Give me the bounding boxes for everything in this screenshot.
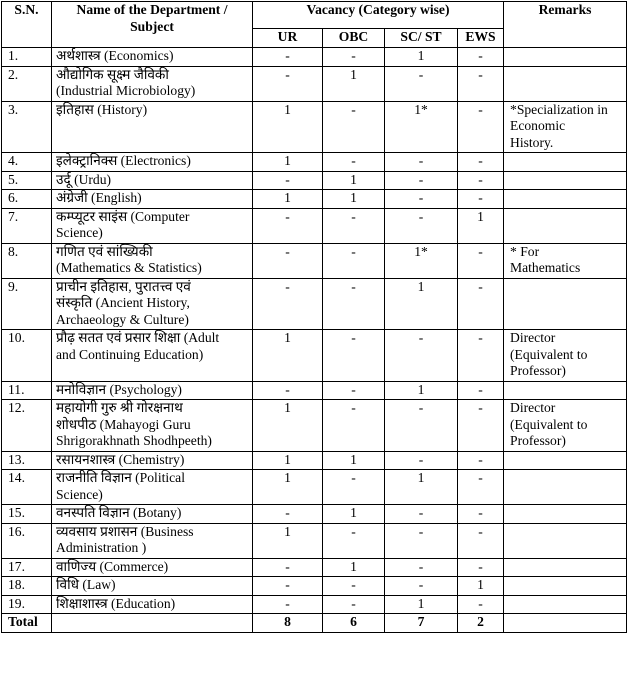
serial-number-cell: 2. <box>2 66 52 101</box>
header-sn: S.N. <box>2 2 52 48</box>
obc-cell: - <box>323 470 385 505</box>
ur-cell: - <box>253 577 323 596</box>
remarks-cell <box>504 48 627 67</box>
department-cell <box>52 523 253 558</box>
obc-cell: - <box>323 577 385 596</box>
remarks-cell <box>504 208 627 243</box>
scst-cell: - <box>385 558 458 577</box>
remarks-line: Economic <box>510 118 566 133</box>
remarks-cell <box>504 153 627 172</box>
department-cell <box>52 400 253 452</box>
scst-cell: 1 <box>385 278 458 330</box>
department-line: रसायनशास्त्र (Chemistry) <box>56 451 185 467</box>
table-row <box>2 381 627 400</box>
department-line: (Mathematics & Statistics) <box>56 260 202 275</box>
ews-cell: - <box>458 153 504 172</box>
table-row <box>2 278 627 330</box>
table-row <box>2 190 627 209</box>
department-line: Shrigorakhnath Shodhpeeth) <box>56 433 212 448</box>
ur-cell: 1 <box>253 330 323 382</box>
table-row <box>2 48 627 67</box>
header-ur: UR <box>253 29 323 48</box>
obc-cell: - <box>323 278 385 330</box>
header-ews: EWS <box>458 29 504 48</box>
remarks-line: * For <box>510 243 540 259</box>
table-row <box>2 523 627 558</box>
ews-cell: - <box>458 400 504 452</box>
ur-cell: 1 <box>253 451 323 470</box>
department-line: इलेक्ट्रानिक्स (Electronics) <box>56 153 191 168</box>
department-line: इतिहास (History) <box>56 101 148 117</box>
ews-cell: - <box>458 278 504 330</box>
total-scst: 7 <box>385 614 458 633</box>
remarks-line: Professor) <box>510 433 566 448</box>
remarks-line: (Equivalent to <box>510 346 588 362</box>
serial-number-cell: 11. <box>2 381 52 400</box>
department-cell <box>52 330 253 382</box>
remarks-cell <box>504 400 627 452</box>
scst-cell: - <box>385 171 458 190</box>
table-row <box>2 101 627 153</box>
department-cell <box>52 595 253 614</box>
scst-cell: - <box>385 523 458 558</box>
remarks-line: Director <box>510 330 556 345</box>
obc-cell: - <box>323 243 385 278</box>
ur-cell: - <box>253 66 323 101</box>
header-vacancy: Vacancy (Category wise) <box>253 2 504 29</box>
ur-cell: 1 <box>253 470 323 505</box>
ews-cell: - <box>458 190 504 209</box>
department-line: औद्योगिक सूक्ष्म जैविकी <box>56 66 169 82</box>
total-ur: 8 <box>253 614 323 633</box>
department-cell <box>52 451 253 470</box>
department-cell <box>52 577 253 596</box>
obc-cell: - <box>323 523 385 558</box>
ur-cell: - <box>253 208 323 243</box>
obc-cell: - <box>323 208 385 243</box>
ews-cell: - <box>458 330 504 382</box>
department-line: अंग्रेजी (English) <box>56 190 142 205</box>
department-cell <box>52 171 253 190</box>
table-row <box>2 577 627 596</box>
obc-cell: 1 <box>323 171 385 190</box>
remarks-line: Director <box>510 400 556 415</box>
department-line: महायोगी गुरु श्री गोरक्षनाथ <box>56 400 183 415</box>
ur-cell: 1 <box>253 523 323 558</box>
scst-cell: 1 <box>385 595 458 614</box>
remarks-cell <box>504 243 627 278</box>
department-line: वनस्पति विज्ञान (Botany) <box>56 505 182 520</box>
department-cell <box>52 66 253 101</box>
department-line: संस्कृति (Ancient History, <box>56 295 190 310</box>
department-line: Science) <box>56 225 103 240</box>
remarks-cell <box>504 330 627 382</box>
department-line: Archaeology & Culture) <box>56 311 189 327</box>
department-cell <box>52 208 253 243</box>
obc-cell: - <box>323 400 385 452</box>
ur-cell: - <box>253 558 323 577</box>
ews-cell: 1 <box>458 208 504 243</box>
serial-number-cell: 1. <box>2 48 52 67</box>
obc-cell: - <box>323 48 385 67</box>
table-row <box>2 400 627 452</box>
ur-cell: - <box>253 381 323 400</box>
ews-cell: - <box>458 171 504 190</box>
scst-cell: 1 <box>385 48 458 67</box>
remarks-cell <box>504 558 627 577</box>
header-department <box>52 2 253 48</box>
ur-cell: 1 <box>253 101 323 153</box>
table-row <box>2 171 627 190</box>
department-line: कम्प्यूटर साइंस (Computer <box>56 208 190 224</box>
ur-cell: - <box>253 243 323 278</box>
ur-cell: - <box>253 171 323 190</box>
department-cell <box>52 153 253 172</box>
scst-cell: - <box>385 577 458 596</box>
remarks-line: (Equivalent to <box>510 416 588 432</box>
obc-cell: 1 <box>323 505 385 524</box>
serial-number-cell: 18. <box>2 577 52 596</box>
obc-cell: - <box>323 595 385 614</box>
department-line: राजनीति विज्ञान (Political <box>56 470 185 485</box>
ews-cell: - <box>458 48 504 67</box>
ews-cell: - <box>458 470 504 505</box>
obc-cell: 1 <box>323 66 385 101</box>
serial-number-cell: 7. <box>2 208 52 243</box>
obc-cell: 1 <box>323 190 385 209</box>
ur-cell: 1 <box>253 190 323 209</box>
serial-number-cell: 15. <box>2 505 52 524</box>
serial-number-cell: 12. <box>2 400 52 452</box>
serial-number-cell: 8. <box>2 243 52 278</box>
scst-cell: - <box>385 505 458 524</box>
ews-cell: 1 <box>458 577 504 596</box>
department-line: विधि (Law) <box>56 577 116 592</box>
remarks-cell <box>504 66 627 101</box>
scst-cell: - <box>385 451 458 470</box>
obc-cell: 1 <box>323 451 385 470</box>
department-line: मनोविज्ञान (Psychology) <box>56 381 182 397</box>
header-obc: OBC <box>323 29 385 48</box>
department-line: प्राचीन इतिहास, पुरातत्त्व एवं <box>56 278 191 294</box>
department-line: उर्दू (Urdu) <box>56 171 112 187</box>
scst-cell: 1* <box>385 101 458 153</box>
serial-number-cell: 3. <box>2 101 52 153</box>
department-line: Administration ) <box>56 540 147 555</box>
serial-number-cell: 13. <box>2 451 52 470</box>
remarks-cell <box>504 523 627 558</box>
remarks-line: *Specialization in <box>510 101 608 117</box>
remarks-cell <box>504 101 627 153</box>
department-cell <box>52 48 253 67</box>
ews-cell: - <box>458 381 504 400</box>
table-body <box>2 48 627 614</box>
remarks-line: History. <box>510 134 554 150</box>
scst-cell: 1 <box>385 470 458 505</box>
obc-cell: - <box>323 330 385 382</box>
department-line: व्यवसाय प्रशासन (Business <box>56 523 194 539</box>
remarks-cell <box>504 190 627 209</box>
department-line: शोधपीठ (Mahayogi Guru <box>56 416 191 432</box>
scst-cell: - <box>385 66 458 101</box>
scst-cell: - <box>385 190 458 209</box>
serial-number-cell: 6. <box>2 190 52 209</box>
serial-number-cell: 17. <box>2 558 52 577</box>
department-line: Science) <box>56 486 103 502</box>
serial-number-cell: 4. <box>2 153 52 172</box>
serial-number-cell: 19. <box>2 595 52 614</box>
total-spacer <box>52 614 253 633</box>
scst-cell: - <box>385 400 458 452</box>
department-cell <box>52 278 253 330</box>
table-row <box>2 505 627 524</box>
vacancy-table <box>1 1 627 633</box>
obc-cell: - <box>323 381 385 400</box>
scst-cell: - <box>385 330 458 382</box>
remarks-cell <box>504 470 627 505</box>
ur-cell: - <box>253 595 323 614</box>
total-ews: 2 <box>458 614 504 633</box>
ews-cell: - <box>458 505 504 524</box>
ews-cell: - <box>458 243 504 278</box>
department-cell <box>52 470 253 505</box>
remarks-cell <box>504 171 627 190</box>
header-department-line2: Subject <box>130 18 174 34</box>
department-line: and Continuing Education) <box>56 346 204 362</box>
remarks-cell <box>504 577 627 596</box>
scst-cell: - <box>385 208 458 243</box>
ews-cell: - <box>458 101 504 153</box>
table-row <box>2 243 627 278</box>
table-row <box>2 558 627 577</box>
ews-cell: - <box>458 558 504 577</box>
remarks-cell <box>504 451 627 470</box>
ews-cell: - <box>458 66 504 101</box>
department-line: प्रौढ़ सतत एवं प्रसार शिक्षा (Adult <box>56 330 220 345</box>
department-line: गणित एवं सांख्यिकी <box>56 243 153 259</box>
department-cell <box>52 505 253 524</box>
department-line: शिक्षाशास्त्र (Education) <box>56 595 176 611</box>
table-row <box>2 66 627 101</box>
department-cell <box>52 243 253 278</box>
scst-cell: - <box>385 153 458 172</box>
department-line: (Industrial Microbiology) <box>56 83 196 98</box>
total-remarks <box>504 614 627 633</box>
serial-number-cell: 16. <box>2 523 52 558</box>
header-department-line1: Name of the Department / <box>76 2 228 17</box>
remarks-line: Professor) <box>510 363 566 378</box>
ews-cell: - <box>458 523 504 558</box>
ur-cell: 1 <box>253 153 323 172</box>
header-scst: SC/ ST <box>385 29 458 48</box>
ews-cell: - <box>458 595 504 614</box>
department-cell <box>52 190 253 209</box>
table-row <box>2 595 627 614</box>
ur-cell: - <box>253 278 323 330</box>
table-row <box>2 208 627 243</box>
scst-cell: 1 <box>385 381 458 400</box>
total-label: Total <box>2 614 52 633</box>
remarks-line: Mathematics <box>510 260 581 275</box>
obc-cell: 1 <box>323 558 385 577</box>
ews-cell: - <box>458 451 504 470</box>
table-row <box>2 470 627 505</box>
department-cell <box>52 381 253 400</box>
remarks-cell <box>504 278 627 330</box>
remarks-cell <box>504 381 627 400</box>
remarks-cell <box>504 505 627 524</box>
department-cell <box>52 558 253 577</box>
department-cell <box>52 101 253 153</box>
obc-cell: - <box>323 101 385 153</box>
remarks-cell <box>504 595 627 614</box>
total-row <box>2 614 627 633</box>
total-obc: 6 <box>323 614 385 633</box>
serial-number-cell: 14. <box>2 470 52 505</box>
ur-cell: - <box>253 505 323 524</box>
table-row <box>2 153 627 172</box>
department-line: अर्थशास्त्र (Economics) <box>56 48 174 63</box>
table-row <box>2 451 627 470</box>
header-remarks: Remarks <box>504 2 627 48</box>
scst-cell: 1* <box>385 243 458 278</box>
serial-number-cell: 9. <box>2 278 52 330</box>
ur-cell: - <box>253 48 323 67</box>
table-row <box>2 330 627 382</box>
obc-cell: - <box>323 153 385 172</box>
serial-number-cell: 5. <box>2 171 52 190</box>
department-line: वाणिज्य (Commerce) <box>56 558 169 574</box>
ur-cell: 1 <box>253 400 323 452</box>
serial-number-cell: 10. <box>2 330 52 382</box>
